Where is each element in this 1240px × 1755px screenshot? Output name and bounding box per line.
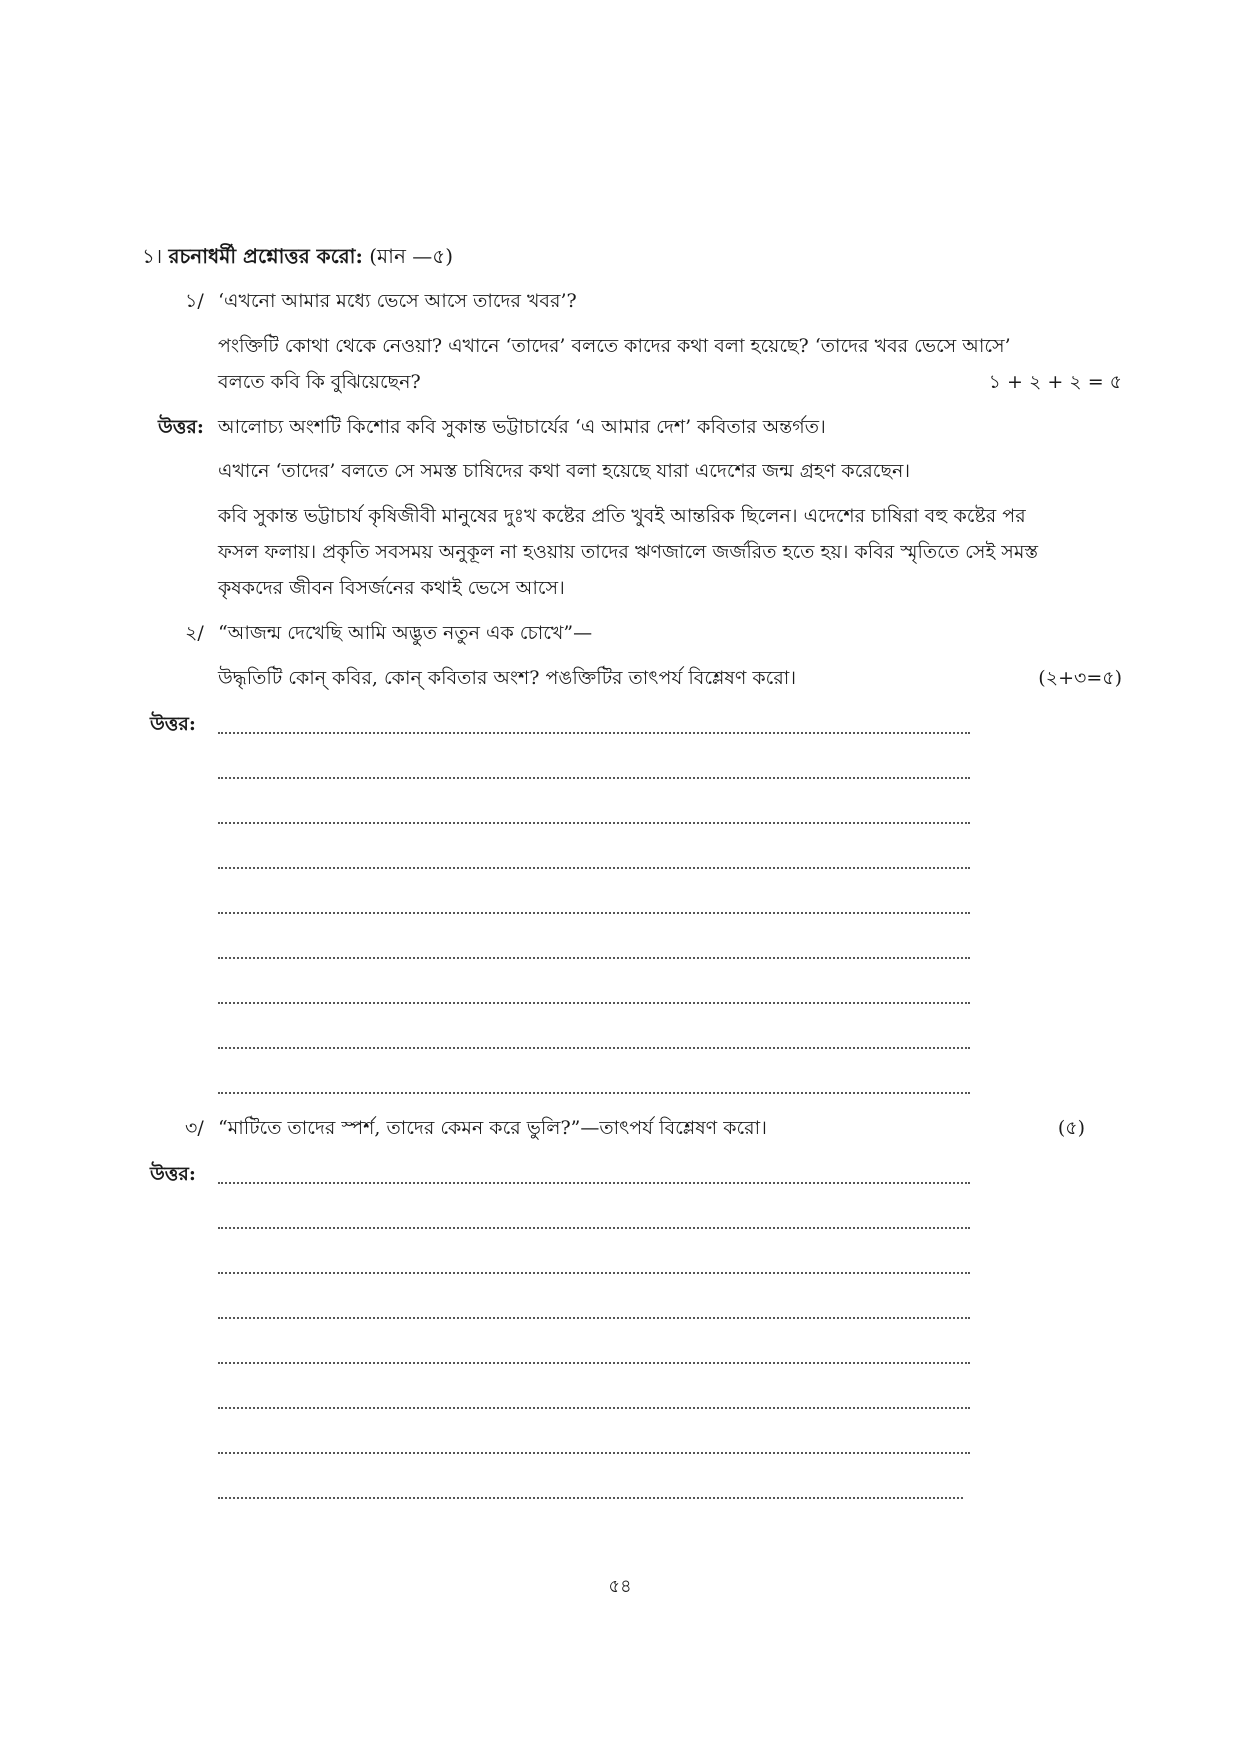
q1-answer-line-5: কৃষকদের জীবন বিসর্জনের কথাই ভেসে আসে।: [218, 577, 565, 599]
q2-answer-line[interactable]: [218, 822, 970, 824]
q3-answer-line[interactable]: [218, 1227, 970, 1229]
q1-number: ১/: [185, 290, 204, 312]
q3-quote: “মাটিতে তাদের স্পর্শ, তাদের কেমন করে ভুলি?”—তাৎপর্য বিশ্লেষণ করো।: [218, 1117, 767, 1139]
q1-answer-line-1: আলোচ্য অংশটি কিশোর কবি সুকান্ত ভট্টাচার্যের ‘এ আমার দেশ’ কবিতার অন্তর্গত।: [218, 416, 826, 438]
q2-answer-line[interactable]: [218, 1002, 970, 1004]
q2-answer-line[interactable]: [218, 777, 970, 779]
q2-answer-label: উত্তর:: [150, 713, 196, 735]
q1-line-2: বলতে কবি কি বুঝিয়েছেন?: [218, 371, 421, 393]
q2-number: ২/: [185, 622, 204, 644]
q2-quote: “আজন্ম দেখেছি আমি অদ্ভুত নতুন এক চোখে”—: [218, 622, 593, 644]
q1-quote: ‘এখনো আমার মধ্যে ভেসে আসে তাদের খবর’?: [218, 290, 577, 312]
q3-answer-line[interactable]: [218, 1362, 970, 1364]
q3-answer-line[interactable]: [218, 1407, 970, 1409]
q2-answer-line[interactable]: [218, 867, 970, 869]
q3-answer-line[interactable]: [218, 1182, 970, 1184]
q1-answer-line-4: ফসল ফলায়। প্রকৃতি সবসময় অনুকূল না হওয়ায় তাদের ঋণজালে জর্জরিত হতে হয়। কবির স্মৃতিতে সেই সমস্ত: [218, 541, 1039, 563]
q3-answer-line[interactable]: [218, 1272, 970, 1274]
q3-answer-line[interactable]: [218, 1317, 970, 1319]
q1-marks: ১ + ২ + ২ = ৫: [988, 371, 1122, 393]
q2-line-1: উদ্ধৃতিটি কোন্ কবির, কোন্ কবিতার অংশ? পঙক্তিটির তাৎপর্য বিশ্লেষণ করো।: [218, 667, 797, 689]
q1-line-1: পংক্তিটি কোথা থেকে নেওয়া? এখানে ‘তাদের’ বলতে কাদের কথা বলা হয়েছে? ‘তাদের খবর ভেসে আসে’: [218, 335, 1011, 357]
q2-answer-line[interactable]: [218, 912, 970, 914]
q2-marks: (২+৩=৫): [1038, 667, 1122, 689]
q2-answer-line[interactable]: [218, 957, 970, 959]
section-title: রচনাধর্মী প্রশ্নোত্তর করো:: [168, 244, 363, 268]
q2-answer-line[interactable]: [218, 1047, 970, 1049]
section-marks: (মান —৫): [369, 244, 454, 268]
page-number: ৫৪: [608, 1576, 632, 1597]
q2-answer-line[interactable]: [218, 1092, 970, 1094]
section-heading: [142, 242, 453, 275]
q3-answer-label: উত্তর:: [150, 1163, 196, 1185]
q1-answer-label: উত্তর:: [158, 416, 204, 438]
q2-answer-line[interactable]: [218, 732, 970, 734]
q3-number: ৩/: [185, 1117, 204, 1139]
q3-answer-line[interactable]: [218, 1497, 963, 1499]
q1-answer-line-3: কবি সুকান্ত ভট্টাচার্য কৃষিজীবী মানুষের দুঃখ কষ্টের প্রতি খুবই আন্তরিক ছিলেন। এদেশের চাষিরা বহু কষ্টের পর: [218, 505, 1026, 527]
q1-answer-line-2: এখানে ‘তাদের’ বলতে সে সমস্ত চাষিদের কথা বলা হয়েছে যারা এদেশের জন্ম গ্রহণ করেছেন।: [218, 460, 911, 482]
section-number: ১।: [142, 244, 163, 268]
q3-answer-line[interactable]: [218, 1452, 970, 1454]
q3-marks: (৫): [1057, 1117, 1085, 1139]
